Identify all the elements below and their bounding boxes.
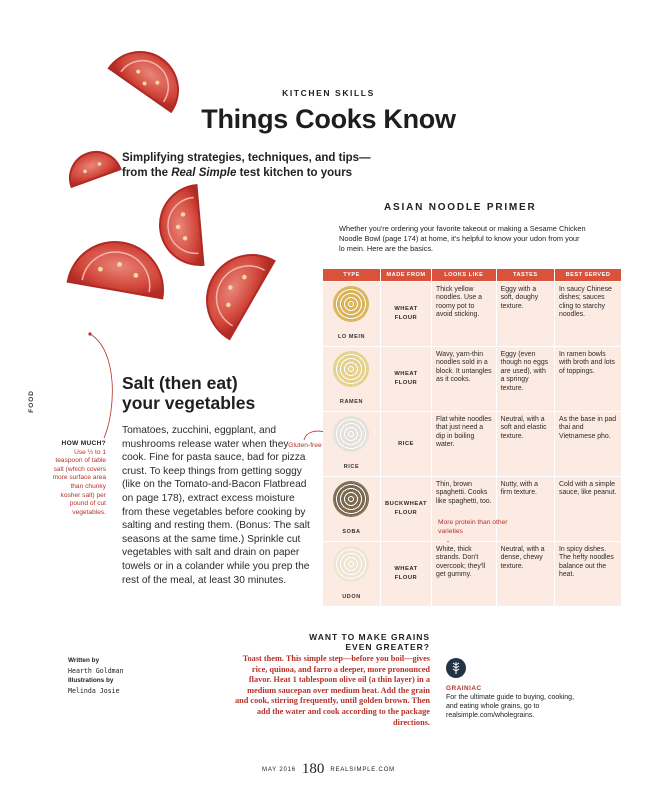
looks-like-cell: White, thick strands. Don't overcook; they'll get gummy.	[432, 542, 496, 606]
tomato-slice-icon	[63, 145, 121, 187]
grains-heading: WANT TO MAKE GRAINS EVEN GREATER?	[309, 632, 430, 652]
tastes-cell: Eggy with a soft, doughy texture.	[497, 282, 554, 346]
tomato-slice-icon	[109, 37, 193, 112]
tastes-cell: Eggy (even though no eggs are used), with a springy texture.	[497, 347, 554, 411]
best-served-cell: Cold with a simple sauce, like peanut.	[555, 477, 621, 541]
page-number: 180	[301, 761, 325, 777]
made-from-cell: RICE	[381, 412, 431, 476]
made-from-cell: BUCKWHEAT FLOUR	[381, 477, 431, 541]
more-protein-note: More protein than other varieties	[438, 519, 508, 535]
gluten-free-note: Gluten-free	[288, 442, 322, 449]
grainiac-label: GRAINIAC	[446, 685, 482, 692]
page-footer	[0, 761, 657, 778]
lo-mein-noodle-icon	[334, 287, 368, 321]
primer-heading: ASIAN NOODLE PRIMER	[384, 202, 537, 213]
how-much-note: HOW MUCH? Use ½ to 1 teaspoon of table salt (which covers more surface area than chunky kosher salt) per pound of cut vegetables.	[52, 440, 106, 516]
primer-intro: Whether you're ordering your favorite takeout or making a Sesame Chicken Noodle Bowl (page 174) at home, it's helpful to know your udon from your lo mein. Here are the basics.	[339, 224, 586, 253]
table-row	[323, 347, 621, 411]
best-served-cell: As the base in pad thai and Vietnamese pho.	[555, 412, 621, 476]
looks-like-cell: Thick yellow noodles. Use a roomy pot to avoid sticking.	[432, 282, 496, 346]
best-served-cell: In spicy dishes. The hefty noodles balance out the heat.	[555, 542, 621, 606]
footer-site: REALSIMPLE.COM	[330, 767, 395, 773]
annotation-arrow-icon	[90, 334, 112, 438]
tomato-slice-icon	[191, 239, 275, 339]
type-cell: SOBA	[323, 477, 380, 541]
type-cell: LO MEIN	[323, 282, 380, 346]
section-kicker: KITCHEN SKILLS	[282, 88, 375, 98]
credits: Written by Hearth Goldman Illustrations by Melinda Josie	[68, 657, 124, 695]
column-header: TYPE	[323, 269, 380, 281]
type-cell: UDON	[323, 542, 380, 606]
page-title: Things Cooks Know	[201, 104, 456, 134]
salt-heading: Salt (then eat) your vegetables	[122, 373, 256, 413]
grainiac-text: For the ultimate guide to buying, cooking, and eating whole grains, go to realsimple.com/wholegrains.	[446, 694, 575, 719]
tomato-slice-icon	[68, 234, 171, 298]
made-from-cell: WHEAT FLOUR	[381, 282, 431, 346]
tastes-cell: Neutral, with a dense, chewy texture.	[497, 542, 554, 606]
salt-body-text: Tomatoes, zucchini, eggplant, and mushrooms release water when they cook. Fine for pasta sauce, bad for pizza crust. To keep things from getting soggy (like on the Tomato-and-Bacon Flatbread on page 178), extract excess moisture from these vegetables before cooking by salting and resting them. (Bonus: The salt seasons at the same time.) Sprinkle cut vegetables with salt and drain on paper towels or in a colander while you prep the rest of the meal, at least 30 minutes.	[122, 425, 310, 586]
looks-like-cell: Wavy, yarn-thin noodles sold in a block. It untangles as it cooks.	[432, 347, 496, 411]
column-header: BEST SERVED	[555, 269, 621, 281]
made-from-cell: WHEAT FLOUR	[381, 347, 431, 411]
table-row	[323, 542, 621, 606]
tastes-cell: Neutral, with a soft and elastic texture.	[497, 412, 554, 476]
udon-noodle-icon	[334, 547, 368, 581]
table-header-row	[323, 269, 621, 281]
column-header: LOOKS LIKE	[432, 269, 496, 281]
grainiac-logo-icon	[446, 658, 466, 678]
column-header: TASTES	[497, 269, 554, 281]
type-cell: RAMEN	[323, 347, 380, 411]
type-cell: RICE	[323, 412, 380, 476]
made-from-cell: WHEAT FLOUR	[381, 542, 431, 606]
column-header: MADE FROM	[381, 269, 431, 281]
looks-like-cell: Flat white noodles that just need a dip in boiling water.	[432, 412, 496, 476]
page-subtitle: Simplifying strategies, techniques, and tips— from the Real Simple test kitchen to yours	[122, 152, 371, 179]
section-tab: FOOD	[28, 390, 35, 413]
grains-body-text: Toast them. This simple step—before you boil—gives rice, quinoa, and farro a deeper, more pronounced flavor. Heat 1 tablespoon olive oil (a thin layer) in a medium saucepan over medium heat. Add the grain and cook, stirring frequently, until golden brown. Then add the water and cook according to the package directions.	[234, 654, 430, 727]
ramen-noodle-icon	[334, 352, 368, 386]
table-row	[323, 282, 621, 346]
footer-date: MAY 2016	[262, 767, 296, 773]
table-row	[323, 412, 621, 476]
looks-like-cell: Thin, brown spaghetti. Cooks like spaghetti, too.	[432, 477, 496, 541]
tomato-slice-icon	[157, 185, 204, 268]
soba-noodle-icon	[334, 482, 368, 516]
best-served-cell: In ramen bowls with broth and lots of toppings.	[555, 347, 621, 411]
best-served-cell: In saucy Chinese dishes; sauces cling to starchy noodles.	[555, 282, 621, 346]
noodle-table	[322, 268, 622, 607]
tastes-cell: Nutty, with a firm texture.	[497, 477, 554, 541]
rice-noodle-icon	[334, 417, 368, 451]
